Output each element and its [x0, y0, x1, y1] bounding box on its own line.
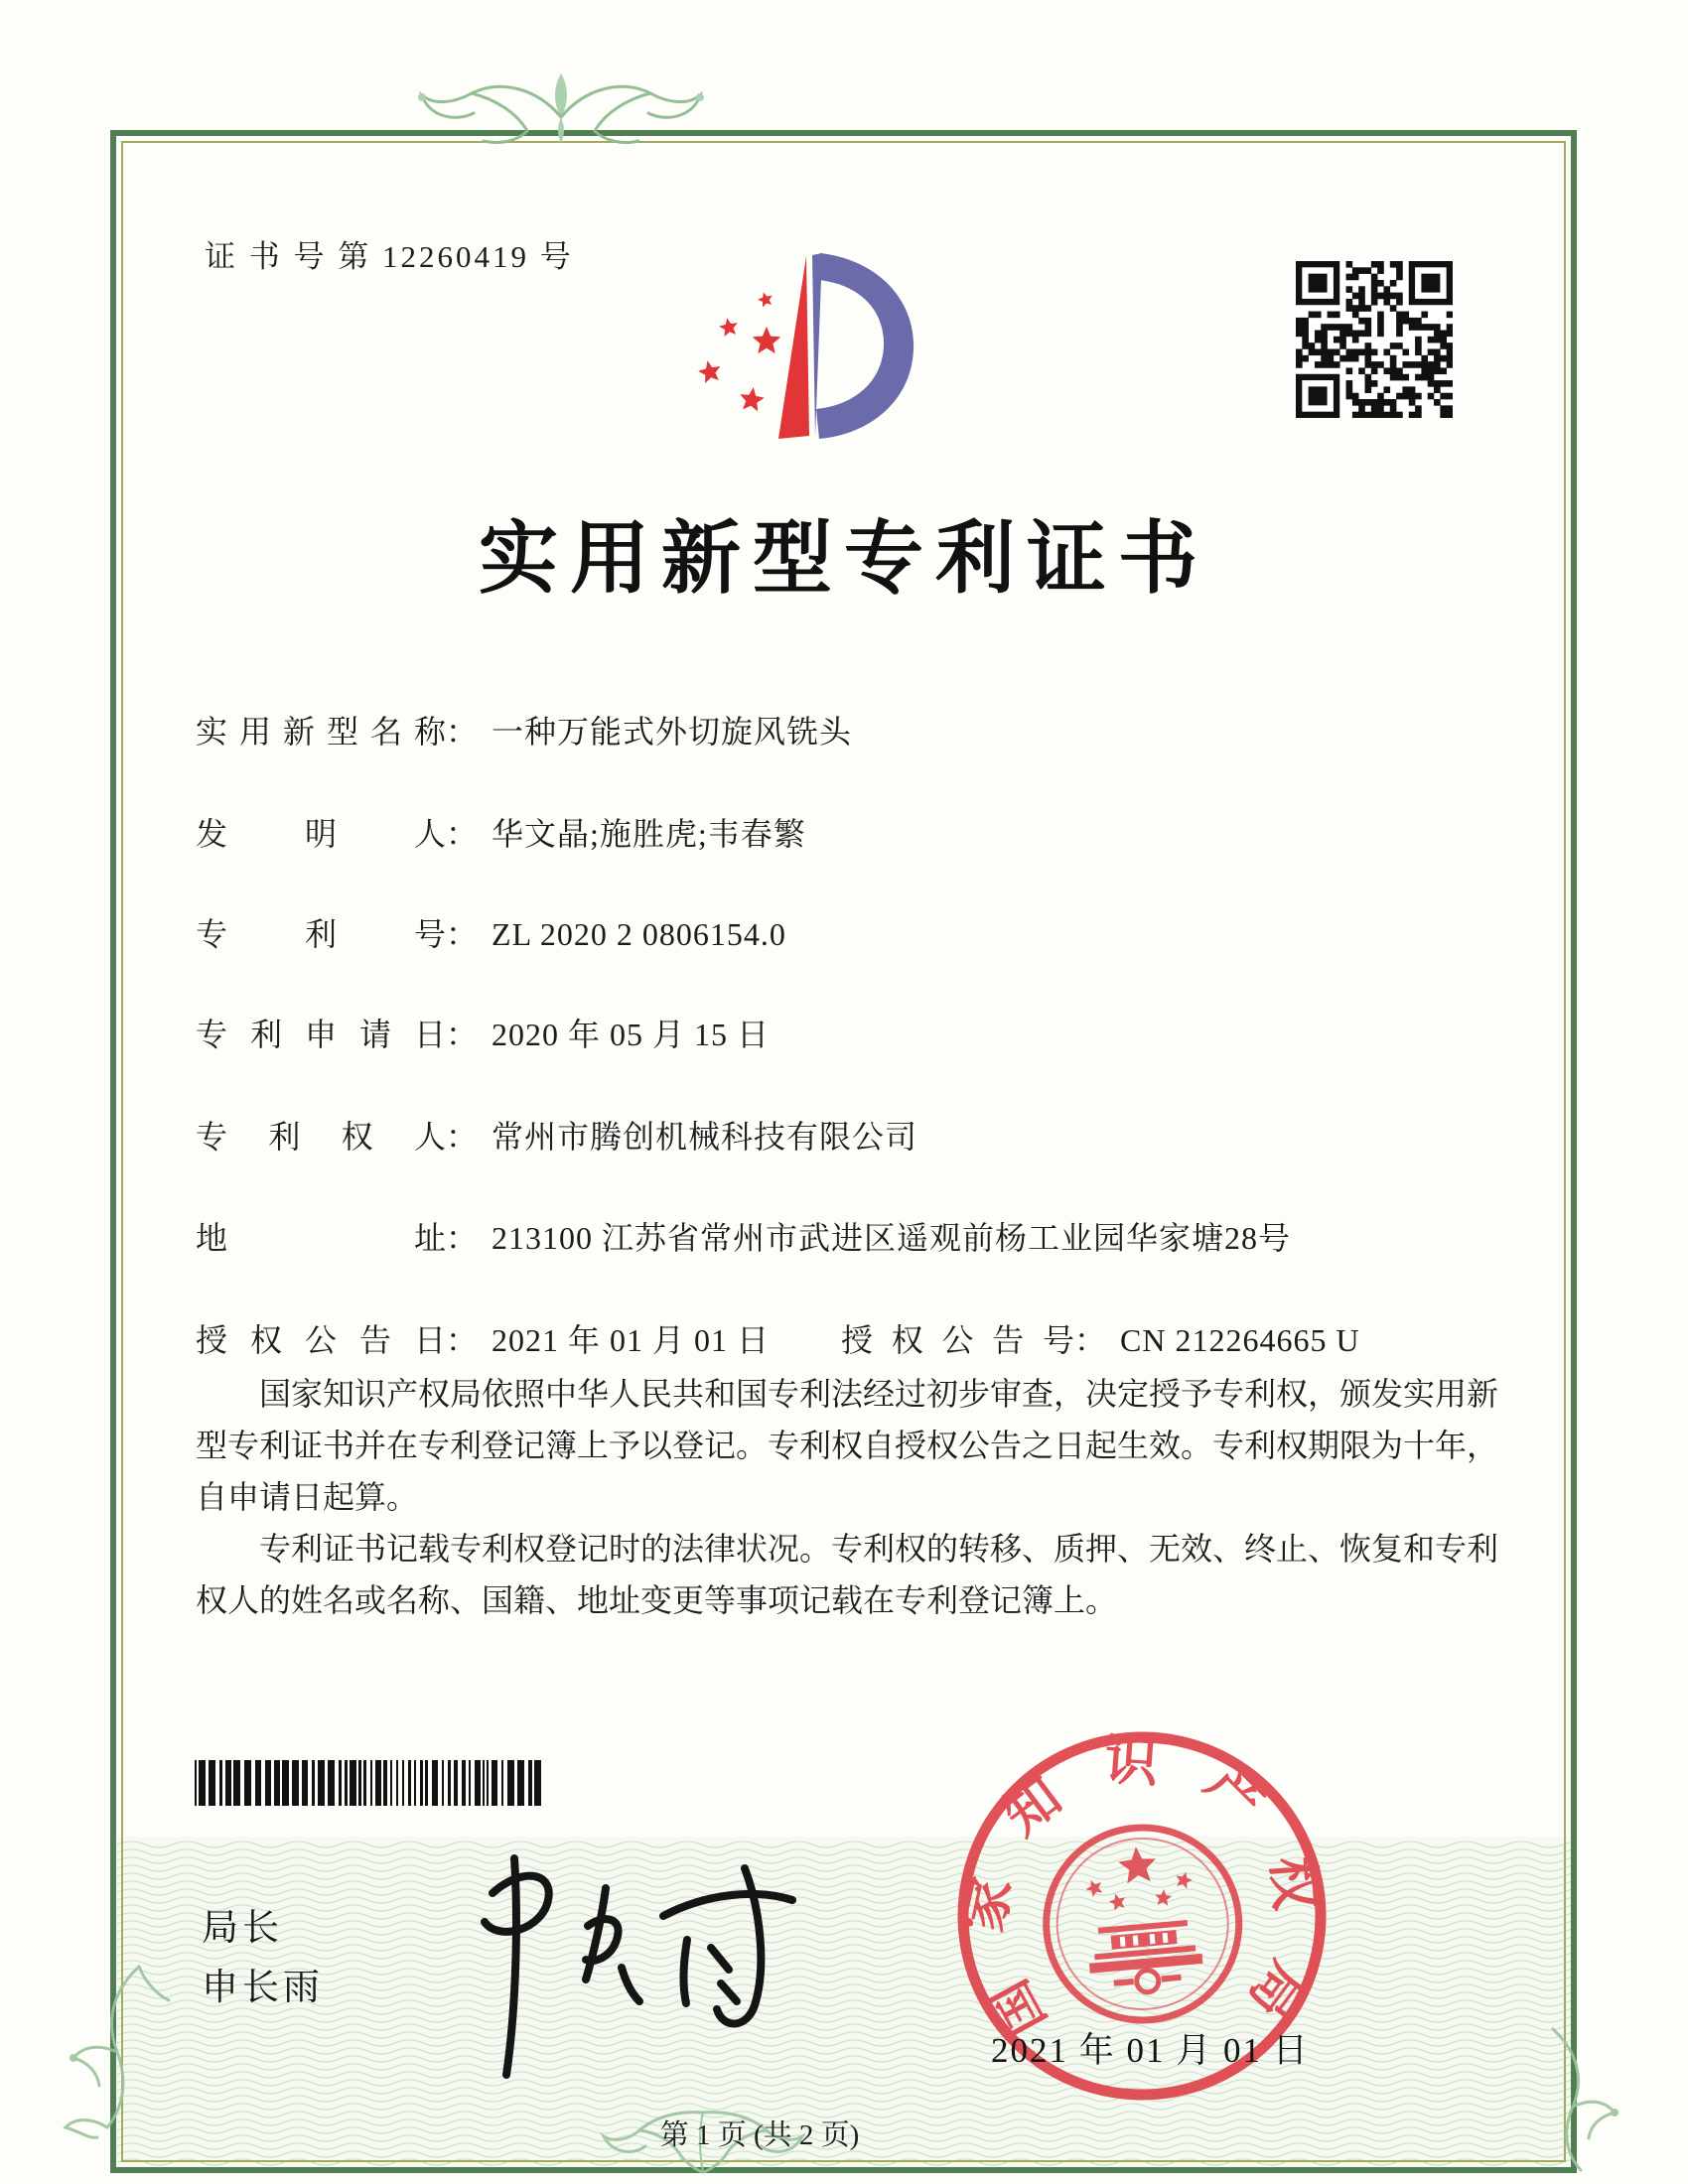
- field-row-grant-date-and-number: 授权公告日 ： 2021 年 01 月 01 日 授权公告号 ： CN 212264665 U: [196, 1315, 1360, 1361]
- director-name-label: 申长雨: [202, 1967, 324, 2007]
- field-row-utility-model-name: 实用新型名称 ： 一种万能式外切旋风铣头: [196, 707, 852, 752]
- seal-ring-text: 国家知识产权局: [952, 1730, 1329, 2064]
- field-row-patent-number: 专利号 ： ZL 2020 2 0806154.0: [196, 909, 786, 955]
- field-label: 专利号: [196, 916, 446, 952]
- emblem-gear-wreath: [1113, 1968, 1183, 1995]
- field-row-filing-date: 专利申请日 ： 2020 年 05 月 15 日: [196, 1010, 770, 1055]
- paragraph-register-statement: 专利证书记载专利权登记时的法律状况。专利权的转移、质押、无效、终止、恢复和专利权人的姓名或名称、国籍、地址变更等事项记载在专利登记簿上。: [196, 1531, 1499, 1618]
- certificate-number: 证 书 号 第 12260419 号: [205, 239, 574, 274]
- field-row-inventors: 发明人 ： 华文晶;施胜虎;韦春繁: [196, 809, 806, 855]
- certificate-title: 实用新型专利证书: [479, 516, 1209, 604]
- logo-red-wedge: [778, 256, 809, 439]
- field-label: 专利申请日: [196, 1017, 446, 1052]
- field-row-address: 地址 ： 213100 江苏省常州市武进区遥观前杨工业园华家塘28号: [196, 1213, 1291, 1259]
- field-value: 常州市腾创机械科技有限公司: [492, 1119, 918, 1155]
- cnipa-logo-icon: [663, 240, 923, 471]
- tiananmen-gate: [1086, 1919, 1202, 1974]
- legal-body-text: [196, 1368, 1498, 1626]
- field-label: 专利权人: [196, 1119, 446, 1155]
- field-label: 发明人: [196, 816, 446, 852]
- field-value: 一种万能式外切旋风铣头: [492, 714, 853, 750]
- barcode: [195, 1760, 552, 1806]
- paragraph-grant-statement: 国家知识产权局依照中华人民共和国专利法经过初步审查，决定授予专利权，颁发实用新型专利证书并在专利登记簿上予以登记。专利权自授权公告之日起生效。专利权期限为十年，自申请日起算。: [196, 1376, 1499, 1515]
- director-signature-icon: [427, 1848, 824, 2087]
- top-border-flourish-ornament: [372, 58, 750, 149]
- page-number-footer: 第 1 页 (共 2 页): [659, 2119, 860, 2151]
- qr-code: [1296, 261, 1453, 418]
- field-row-patentee: 专利权人 ： 常州市腾创机械科技有限公司: [196, 1112, 917, 1158]
- national-emblem-icon: [1039, 1820, 1247, 2028]
- logo-stars: [698, 292, 780, 411]
- field-value: CN 212264665 U: [1120, 1322, 1360, 1358]
- director-title-label: 局长: [202, 1907, 283, 1948]
- field-value: 213100 江苏省常州市武进区遥观前杨工业园华家塘28号: [492, 1220, 1292, 1256]
- bottom-right-corner-flourish: [1513, 2025, 1642, 2174]
- cnipa-red-seal: [889, 1663, 1394, 2168]
- field-label: 地址: [196, 1220, 446, 1256]
- seal-date: 2021 年 01 月 01 日: [991, 2031, 1310, 2070]
- field-label: 授权公告号: [841, 1322, 1075, 1358]
- field-value: ZL 2020 2 0806154.0: [492, 916, 786, 952]
- logo-p-bowl: [816, 253, 914, 439]
- field-label: 实用新型名称: [196, 714, 446, 750]
- field-value: 2020 年 05 月 15 日: [492, 1017, 771, 1052]
- field-value: 华文晶;施胜虎;韦春繁: [492, 816, 806, 852]
- field-value: 2021 年 01 月 01 日: [492, 1322, 771, 1358]
- field-label: 授权公告日: [196, 1322, 446, 1358]
